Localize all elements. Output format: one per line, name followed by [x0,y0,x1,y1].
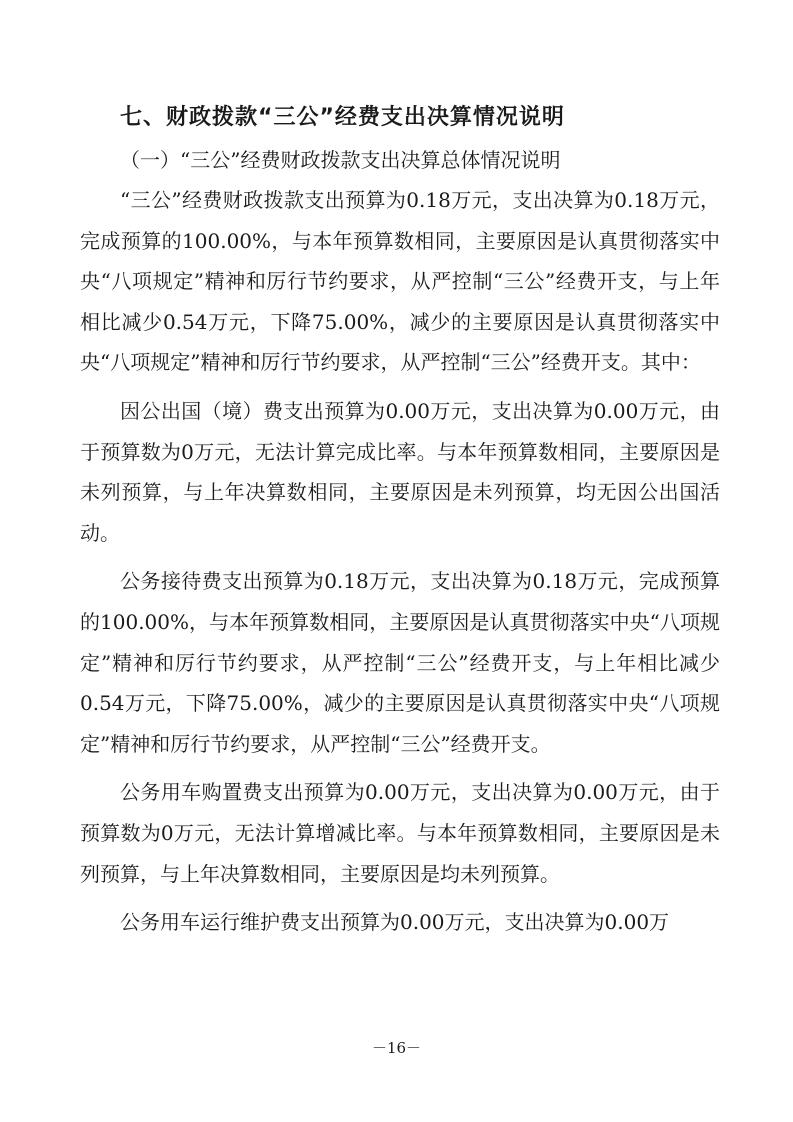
paragraph-overview: “三公”经费财政拨款支出预算为0.18万元，支出决算为0.18万元，完成预算的100.00%，与本年预算数相同，主要原因是认真贯彻落实中央“八项规定”精神和厉行节约要求，从严控制“三公”经费开支，与上年相比减少0.54万元，下降75.00%，减少的主要原因是认真贯彻落实中央“八项规定”精神和厉行节约要求，从严控制“三公”经费开支。其中： [80,188,720,375]
subsection-title: （一）“三公”经费财政拨款支出决算总体情况说明 [120,148,561,172]
paragraph-vehicle-purchase: 公务用车购置费支出预算为0.00万元，支出决算为0.00万元，由于预算数为0万元，无法计算增减比率。与本年预算数相同，主要原因是未列预算，与上年决算数相同，主要原因是均未列预算。 [80,780,720,886]
section-title: 七、财政拨款“三公”经费支出决算情况说明 [120,105,565,130]
page-number: －16－ [371,1039,422,1057]
paragraph-vehicle-maintenance: 公务用车运行维护费支出预算为0.00万元，支出决算为0.00万 [120,910,670,935]
paragraph-reception: 公务接待费支出预算为0.18万元，支出决算为0.18万元，完成预算的100.00%，与本年预算数相同，主要原因是认真贯彻落实中央“八项规定”精神和厉行节约要求，从严控制“三公”经费开支，与上年相比减少0.54万元，下降75.00%，减少的主要原因是认真贯彻落实中央“八项规定”精神和厉行节约要求，从严控制“三公”经费开支。 [80,569,720,756]
page-content [80,96,720,943]
paragraph-overseas-travel: 因公出国（境）费支出预算为0.00万元，支出决算为0.00万元，由于预算数为0万元，无法计算完成比率。与本年预算数相同，主要原因是未列预算，与上年决算数相同，主要原因是未列预算，均无因公出国活动。 [80,398,720,545]
